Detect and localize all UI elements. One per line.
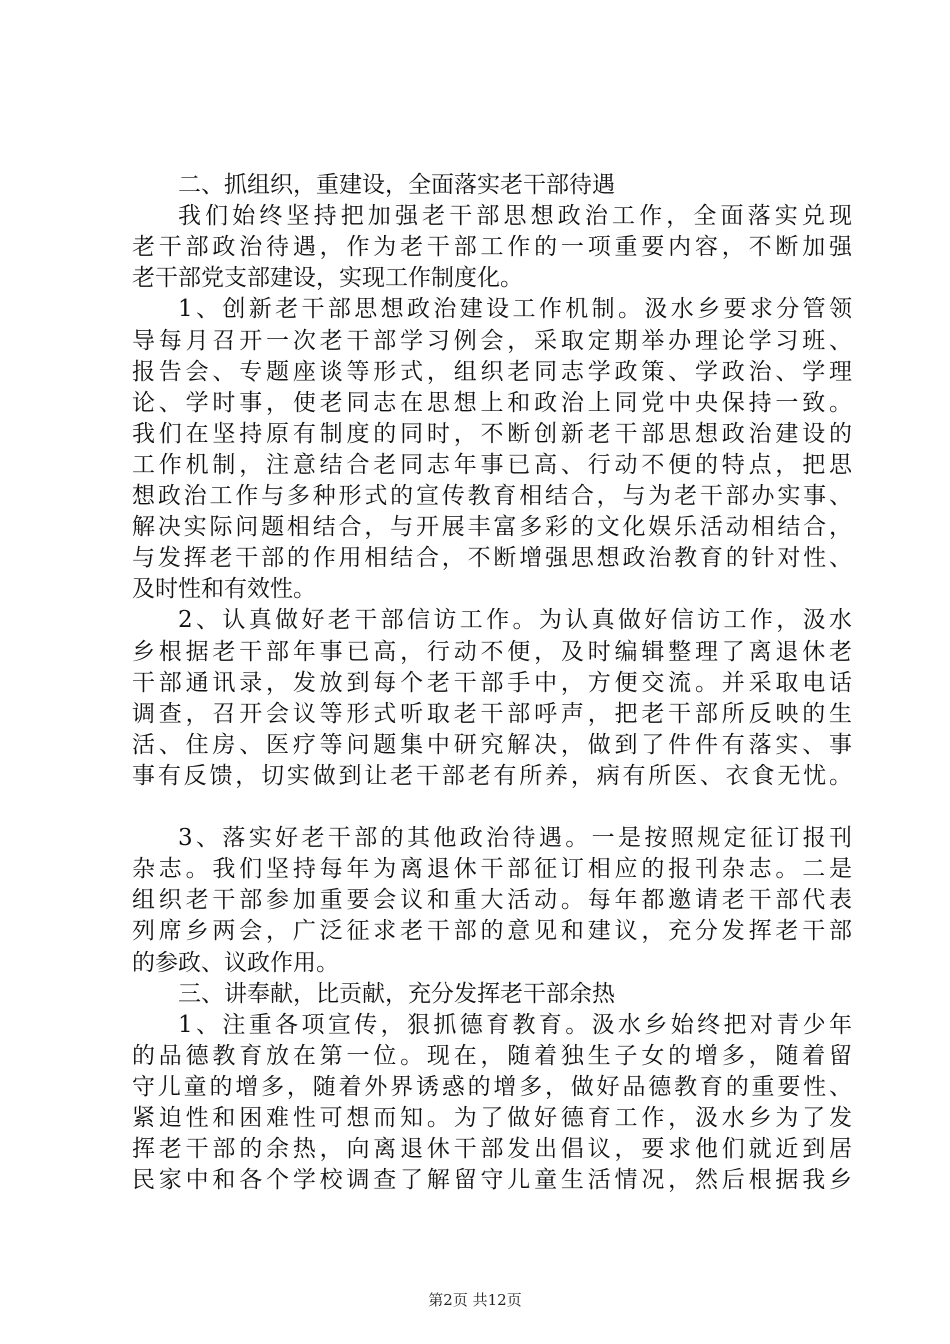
text-line: 挥老干部的余热，向离退休干部发出倡议，要求他们就近到居 [132, 1136, 852, 1162]
page-footer: 第2页 共12页 [428, 1291, 522, 1309]
text-line: 我们始终坚持把加强老干部思想政治工作，全面落实兑现 [178, 203, 852, 229]
text-line: 报告会、专题座谈等形式，组织老同志学政策、学政治、学理 [132, 359, 852, 385]
text-line: 守儿童的增多，随着外界诱惑的增多，做好品德教育的重要性、 [132, 1074, 852, 1100]
text-line: 组织老干部参加重要会议和重大活动。每年都邀请老干部代表 [132, 887, 852, 913]
text-line: 紧迫性和困难性可想而知。为了做好德育工作，汲水乡为了发 [132, 1105, 852, 1131]
text-line: 2、认真做好老干部信访工作。为认真做好信访工作，汲水 [178, 607, 852, 633]
text-line: 的品德教育放在第一位。现在，随着独生子女的增多，随着留 [132, 1043, 852, 1069]
text-line: 干部通讯录，发放到每个老干部手中，方便交流。并采取电话 [132, 670, 852, 696]
text-line: 杂志。我们坚持每年为离退休干部征订相应的报刊杂志。二是 [132, 856, 852, 882]
text-line: 1、创新老干部思想政治建设工作机制。汲水乡要求分管领 [178, 296, 852, 322]
text-line: 的参政、议政作用。 [132, 950, 339, 976]
text-line: 民家中和各个学校调查了解留守儿童生活情况，然后根据我乡 [132, 1167, 852, 1193]
text-line: 及时性和有效性。 [132, 576, 316, 602]
text-line: 三、讲奉献，比贡献，充分发挥老干部余热 [178, 981, 615, 1007]
text-line: 1、注重各项宣传，狠抓德育教育。汲水乡始终把对青少年 [178, 1012, 852, 1038]
text-line: 想政治工作与多种形式的宣传教育相结合，与为老干部办实事、 [132, 483, 852, 509]
text-line: 与发挥老干部的作用相结合，不断增强思想政治教育的针对性、 [132, 545, 852, 571]
text-line [132, 792, 852, 823]
text-line: 导每月召开一次老干部学习例会，采取定期举办理论学习班、 [132, 328, 852, 354]
text-line: 论、学时事，使老同志在思想上和政治上同党中央保持一致。 [132, 390, 852, 416]
text-line: 老干部政治待遇，作为老干部工作的一项重要内容，不断加强 [132, 234, 852, 260]
text-line: 老干部党支部建设，实现工作制度化。 [132, 265, 523, 291]
text-line: 事有反馈，切实做到让老干部老有所养，病有所医、衣食无忧。 [132, 763, 852, 789]
text-line: 二、抓组织，重建设，全面落实老干部待遇 [178, 172, 615, 198]
text-line: 活、住房、医疗等问题集中研究解决，做到了件件有落实、事 [132, 732, 852, 758]
text-line: 列席乡两会，广泛征求老干部的意见和建议，充分发挥老干部 [132, 918, 852, 944]
text-line: 工作机制，注意结合老同志年事已高、行动不便的特点，把思 [132, 452, 852, 478]
text-line: 乡根据老干部年事已高，行动不便，及时编辑整理了离退休老 [132, 639, 852, 665]
text-line: 我们在坚持原有制度的同时，不断创新老干部思想政治建设的 [132, 421, 852, 447]
text-line: 调查，召开会议等形式听取老干部呼声，把老干部所反映的生 [132, 701, 852, 727]
text-line: 解决实际问题相结合，与开展丰富多彩的文化娱乐活动相结合， [132, 514, 852, 540]
text-line: 3、落实好老干部的其他政治待遇。一是按照规定征订报刊 [178, 825, 852, 851]
